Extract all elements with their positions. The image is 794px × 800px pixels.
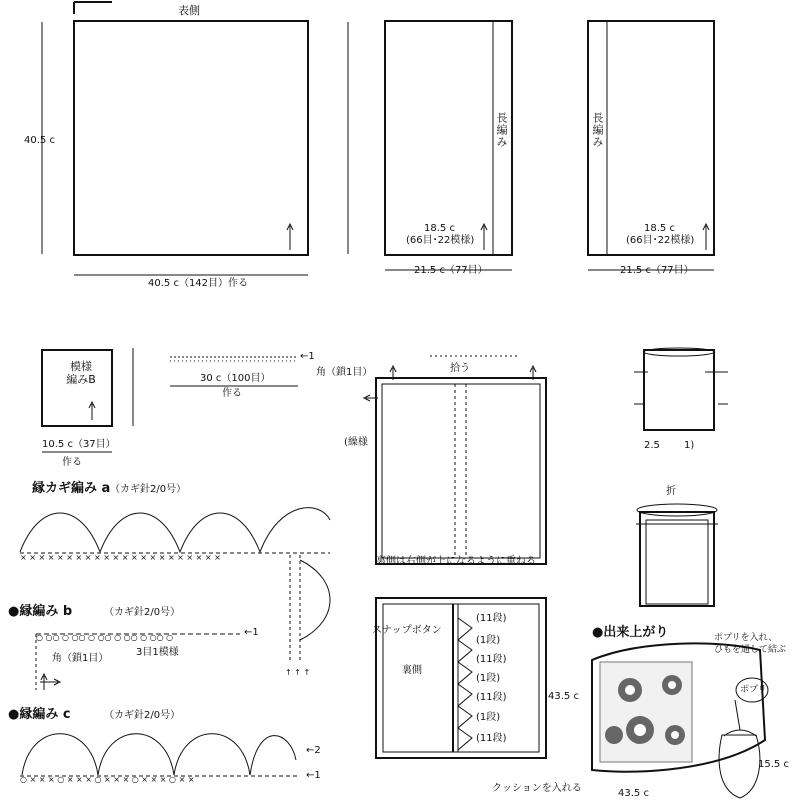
strap-arrow: ←1: [300, 351, 315, 362]
edging-c-row1: ←1: [306, 770, 321, 781]
inner-width-label-2: 18.5 c: [644, 223, 675, 234]
front-panel: [74, 21, 308, 255]
pattern-b-width: 10.5 c（37目）: [42, 439, 116, 450]
inner-note-label: (66目･22模様): [406, 235, 475, 246]
edging-b-arrow: ←1: [244, 627, 259, 638]
inner-note-label-2: (66目･22模様): [626, 235, 695, 246]
width-label: 40.5 c（142目）作る: [148, 278, 249, 289]
row-label-4: (1段): [476, 673, 501, 684]
row-label-7: (11段): [476, 733, 507, 744]
edging-c-arcs: [22, 734, 296, 775]
back-caption: 裏側は右側が上になるように重ねる: [376, 556, 536, 567]
back-panel: [376, 378, 546, 564]
direction-arrow-2: [481, 224, 487, 250]
potpourri-note-1: ポプリを入れ、: [714, 633, 778, 643]
pick-label: 拾う: [450, 363, 470, 374]
fold-label: 折: [666, 486, 676, 497]
finished-size: 43.5 c: [548, 691, 579, 702]
edging-c-title: ●縁編み c: [8, 707, 71, 722]
svg-text:○ × × × ○ × × × ○ × × × ○ × ×: ○ × × × ○ × × × ○ × × × ○ × × × ○ × ×: [20, 775, 195, 784]
dc-label: 長編み: [495, 112, 508, 148]
pattern-b-make: 作る: [62, 457, 82, 468]
inner-panel: [376, 598, 546, 758]
svg-text:× × × × × × × × × × × × × × ×: × × × × × × × × × × × × × × × × × × × × × ×: [20, 553, 221, 562]
dc-label-2: 長編み: [591, 112, 604, 148]
height-label: 40.5 c: [24, 135, 55, 146]
pouch-dim: 2.5: [644, 440, 660, 451]
bag-size-label: 15.5 c: [758, 759, 789, 770]
potpourri-label: ポプリ: [740, 685, 767, 695]
edging-b-hook: （カギ針2/0号）: [104, 607, 181, 618]
potpourri-bag: [719, 735, 760, 798]
row-label-3: (11段): [476, 654, 507, 665]
svg-text:○ ○○ ○ ○○ ○ ○○ ○ ○○ ○: ○ ○○ ○ ○○ ○ ○○ ○ ○○ ○ ○○ ○: [36, 633, 174, 642]
edging-a-hook: （カギ針2/0号）: [110, 484, 187, 495]
front-label: 表側: [178, 4, 200, 17]
corner-mark: [74, 2, 112, 14]
pouch-extra: 1): [684, 440, 695, 451]
direction-arrow-3: [703, 224, 709, 250]
strap-width: 30 c（100目）: [200, 373, 271, 384]
pattern-b-label: 模様編みB: [66, 360, 96, 386]
row-label-1: (11段): [476, 613, 507, 624]
inner-back-label: 裏側: [402, 665, 422, 676]
edging-a-arcs: [20, 508, 330, 552]
row-label-2: (1段): [476, 635, 501, 646]
panel-width-label-2: 21.5 c（77目）: [620, 265, 694, 276]
direction-arrow: [287, 224, 293, 250]
pouch-body: [640, 512, 714, 606]
row-label-5: (11段): [476, 692, 507, 703]
inner-width-label: 18.5 c: [424, 223, 455, 234]
svg-text:↑ ↑ ↑: ↑ ↑ ↑: [285, 668, 311, 677]
edging-c-hook: （カギ針2/0号）: [104, 710, 181, 721]
finished-title: ●出来上がり: [592, 625, 669, 640]
snap-label: スナップボタン: [372, 625, 442, 636]
panel-width-label: 21.5 c（77目）: [414, 265, 488, 276]
corner-label: 角（鎖1目）: [316, 367, 373, 378]
edging-b-repeat: 3目1模様: [136, 647, 179, 658]
cushion-label: クッションを入れる: [492, 783, 582, 794]
strap-make: 作る: [222, 388, 242, 399]
potpourri-note-2: ひもを通して結ぶ: [714, 645, 787, 655]
edging-c-row2: ←2: [306, 745, 321, 756]
repeat-label: (繰様: [344, 437, 368, 448]
pouch-panel: [644, 350, 714, 430]
edging-a-title: 縁カギ編み a: [32, 481, 111, 496]
edging-b-corner: 角（鎖1目）: [52, 653, 109, 664]
row-label-6: (1段): [476, 712, 501, 723]
finished-size-bottom: 43.5 c: [618, 788, 649, 799]
edging-b-title: ●縁編み b: [8, 604, 73, 619]
